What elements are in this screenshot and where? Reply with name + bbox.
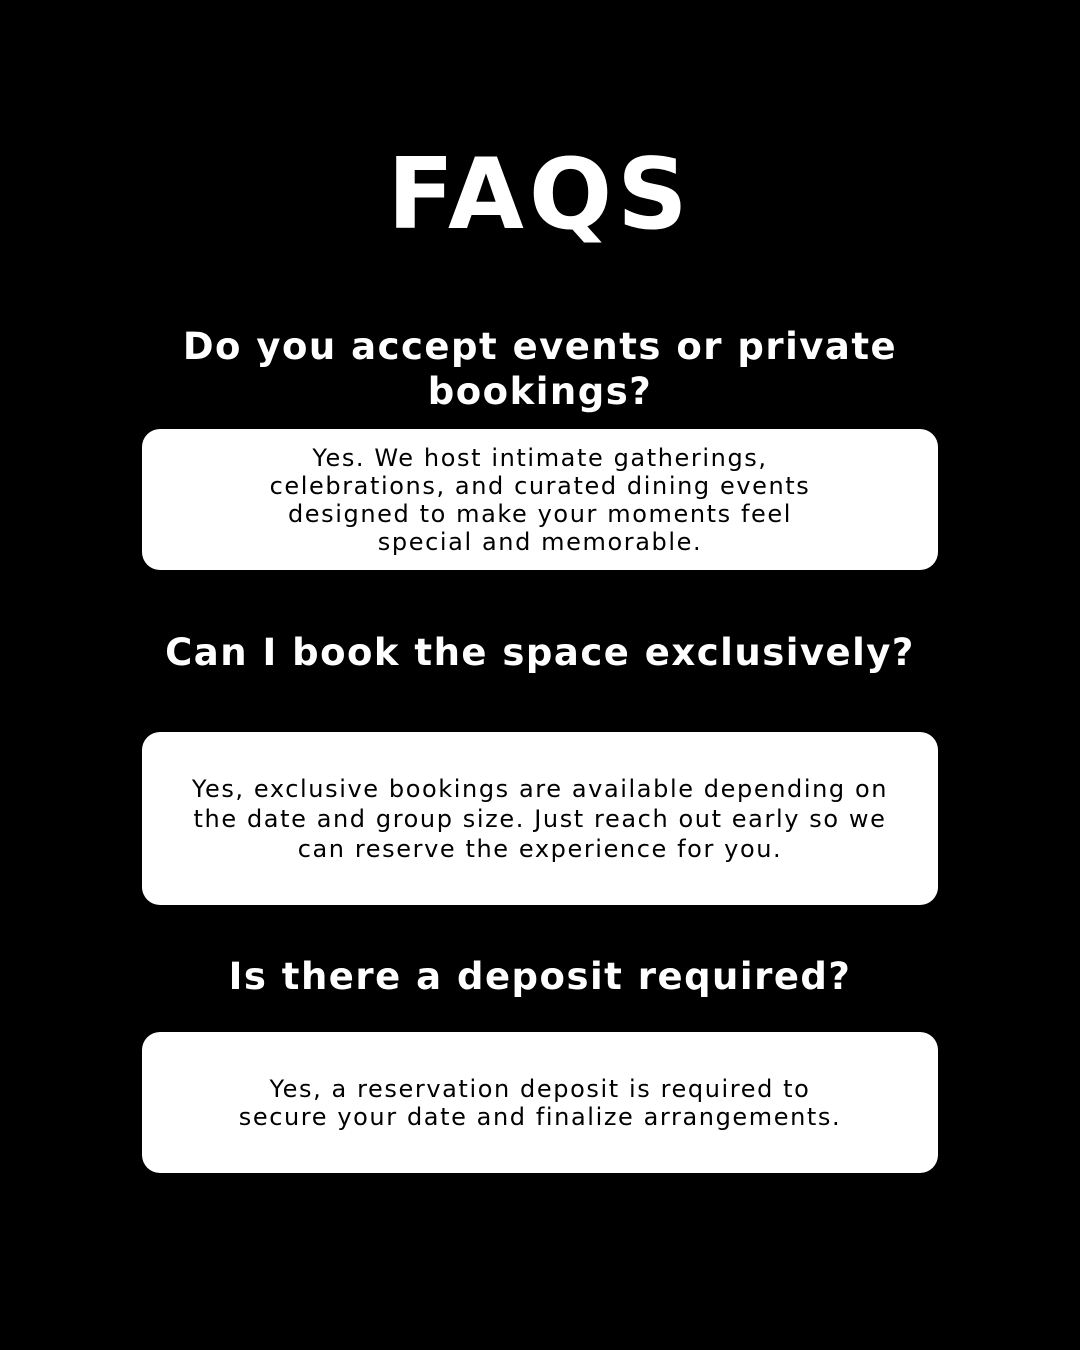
faq-answer-card-deposit — [142, 1032, 938, 1173]
faq-question-exclusive: Can I book the space exclusively? — [165, 631, 915, 674]
faq-question-events: Do you accept events or private bookings? — [182, 325, 898, 413]
faq-answer-events: Yes. We host intimate gatherings, celebrations, and curated dining events designed to make your moments feel special and memorable. — [269, 443, 811, 556]
faq-answer-card-exclusive — [142, 732, 938, 905]
page-title: FAQS — [387, 138, 693, 252]
faq-answer-exclusive: Yes, exclusive bookings are available depending on the date and group size. Just reach out early so we can reserve the experience for you. — [191, 774, 889, 863]
faq-answer-deposit: Yes, a reservation deposit is required to secure your date and finalize arrangements. — [238, 1074, 842, 1131]
faq-answer-card-events — [142, 429, 938, 570]
faq-question-deposit: Is there a deposit required? — [228, 955, 852, 998]
